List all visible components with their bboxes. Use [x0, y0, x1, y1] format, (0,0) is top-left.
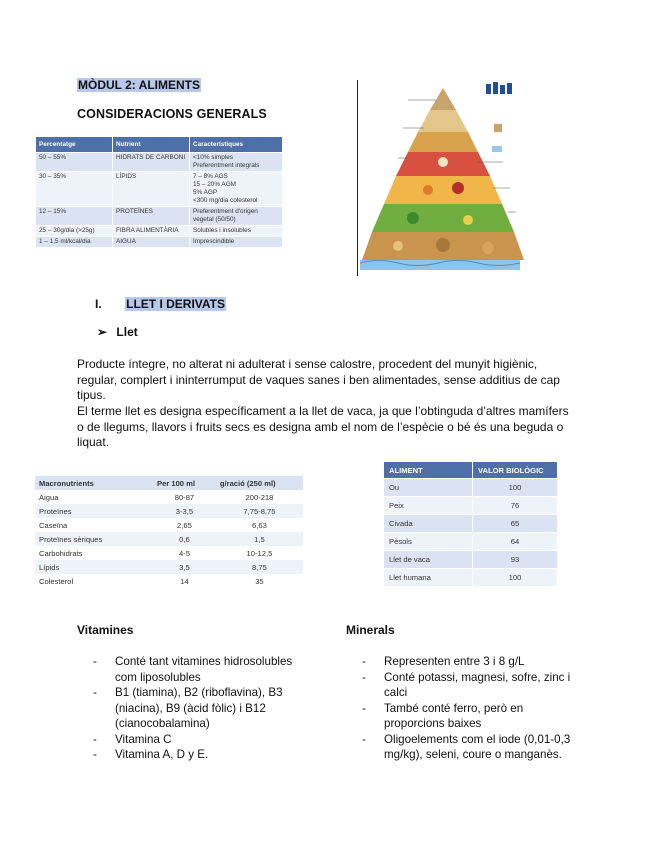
list-item: - Representen entre 3 i 8 g/L [360, 654, 585, 670]
table-cell: 200-218 [216, 490, 303, 504]
table-cell: Caseïna [35, 518, 153, 532]
table-cell: 7,75-8,75 [216, 504, 303, 518]
subheading [97, 325, 138, 339]
food-pyramid-image [357, 80, 528, 276]
table-cell: PROTEÏNES [113, 207, 190, 226]
nutrient-header-char: Característiques [190, 137, 283, 153]
table-cell: FIBRA ALIMENTÀRIA [113, 226, 190, 237]
paragraph-term: El terme llet es designa específicament a la llet de vaca, ja que l’obtinguda d’altres mamífers o de llegums, llavors i fruits secs es designa amb el nom de l’espècie o bé és una beguda o liquat. [77, 404, 569, 449]
table-row [35, 490, 303, 504]
table-cell: 3-3,5 [153, 504, 216, 518]
list-item: - Vitamina C [91, 732, 311, 748]
table-cell: 10-12,5 [216, 546, 303, 560]
table-cell: 93 [473, 551, 558, 569]
milk-composition-table [35, 462, 303, 588]
list-item: - B1 (tiamina), B2 (riboflavina), B3 (niacina), B9 (àcid fòlic) i B12 (cianocobalamina) [91, 685, 311, 732]
table-row [36, 172, 283, 207]
table-cell: Peix [384, 497, 473, 515]
arrow-bullet-icon: ➢ [97, 325, 108, 339]
table-cell: 80-87 [153, 490, 216, 504]
table-cell: Solubles i insolubles [190, 226, 283, 237]
table-cell: 64 [473, 533, 558, 551]
table-cell: 30 – 35% [36, 172, 113, 207]
table-cell: 7 – 8% AGS 15 – 20% AGM 5% AGP <300 mg/dia colesterol [190, 172, 283, 207]
table-cell: 76 [473, 497, 558, 515]
table-cell: 35 [216, 574, 303, 588]
nutrient-header-pct: Percentatge [36, 137, 113, 153]
table-cell: 6,63 [216, 518, 303, 532]
table-row [35, 504, 303, 518]
minerals-list [360, 654, 585, 763]
list-item: - També conté ferro, però en proporcions baixes [360, 701, 585, 732]
bio-header-food: ALIMENT [384, 462, 473, 479]
table-cell: AIGUA [113, 237, 190, 248]
table-row [384, 569, 558, 587]
bio-header-value: VALOR BIOLÒGIC [473, 462, 558, 479]
table-cell: 100 [473, 479, 558, 497]
table-cell: Aigua [35, 490, 153, 504]
table-cell: Lípids [35, 560, 153, 574]
table-cell: 0,6 [153, 532, 216, 546]
table-cell: Llet humana [384, 569, 473, 587]
table-cell: Civada [384, 515, 473, 533]
table-cell: Pèsols [384, 533, 473, 551]
milk-header-per100: Per 100 ml [153, 476, 216, 490]
table-row [384, 551, 558, 569]
nutrient-header-name: Nutrient [113, 137, 190, 153]
list-item: - Oligoelements com el iode (0,01-0,3 mg/kg), seleni, coure o manganès. [360, 732, 585, 763]
table-cell: Llet de vaca [384, 551, 473, 569]
table-row [36, 207, 283, 226]
considerations-heading: CONSIDERACIONS GENERALS [77, 107, 267, 121]
table-cell: 8,75 [216, 560, 303, 574]
table-cell: Colesterol [35, 574, 153, 588]
table-cell: 25 – 30g/dia (>25g) [36, 226, 113, 237]
table-row [36, 237, 283, 248]
food-pyramid-illustration [358, 80, 528, 276]
milk-table-caption: COMPOSICIÓ DE LA LLET [35, 462, 303, 476]
section-title: LLET I DERIVATS [126, 297, 226, 311]
table-cell: 12 – 15% [36, 207, 113, 226]
table-cell: 50 – 55% [36, 153, 113, 172]
vitamins-list [91, 654, 311, 763]
biological-value-table [384, 462, 558, 586]
table-cell: Ou [384, 479, 473, 497]
list-item: - Conté potassi, magnesi, sofre, zinc i calci [360, 670, 585, 701]
table-row [35, 546, 303, 560]
table-cell: 2,65 [153, 518, 216, 532]
table-cell: 65 [473, 515, 558, 533]
table-row [35, 574, 303, 588]
table-row [35, 560, 303, 574]
section-heading [95, 295, 226, 313]
list-item: - Vitamina A, D y E. [91, 747, 311, 763]
table-cell: Proteïnes [35, 504, 153, 518]
table-cell: 4-5 [153, 546, 216, 560]
milk-header-macro: Macronutrients [35, 476, 153, 490]
table-row [384, 533, 558, 551]
table-cell: Imprescindible [190, 237, 283, 248]
table-row [36, 153, 283, 172]
table-row [384, 515, 558, 533]
table-cell: 14 [153, 574, 216, 588]
subheading-title: Llet [116, 325, 138, 339]
table-row [384, 479, 558, 497]
table-row [384, 497, 558, 515]
table-cell: Carbohidrats [35, 546, 153, 560]
table-cell: HIDRATS DE CARBONI [113, 153, 190, 172]
table-row [35, 518, 303, 532]
nutrient-table [36, 137, 283, 247]
table-cell: 100 [473, 569, 558, 587]
module-title: MÒDUL 2: ALIMENTS [78, 78, 200, 92]
table-cell: 1 – 1,5 ml/kcal/dia [36, 237, 113, 248]
section-numeral: I. [95, 297, 102, 311]
minerals-heading: Minerals [346, 623, 395, 637]
table-cell: 3,5 [153, 560, 216, 574]
table-cell: Proteïnes sèriques [35, 532, 153, 546]
table-row [35, 532, 303, 546]
table-cell: Preferentment d'origen vegetal (50/50) [190, 207, 283, 226]
table-cell: LÍPIDS [113, 172, 190, 207]
table-row [36, 226, 283, 237]
list-item: - Conté tant vitamines hidrosolubles com liposolubles [91, 654, 311, 685]
milk-header-ration: g/ració (250 ml) [216, 476, 303, 490]
paragraph-definition: Producte íntegre, no alterat ni adulterat i sense calostre, procedent del munyit higiènic, regular, complert i ininterrumput de vaques sanes i ben alimentades, sense additius de cap tipus. [77, 357, 560, 402]
table-cell: 1,5 [216, 532, 303, 546]
vitamins-heading: Vitamines [77, 623, 134, 637]
table-cell: <10% simples Preferentment integrals [190, 153, 283, 172]
